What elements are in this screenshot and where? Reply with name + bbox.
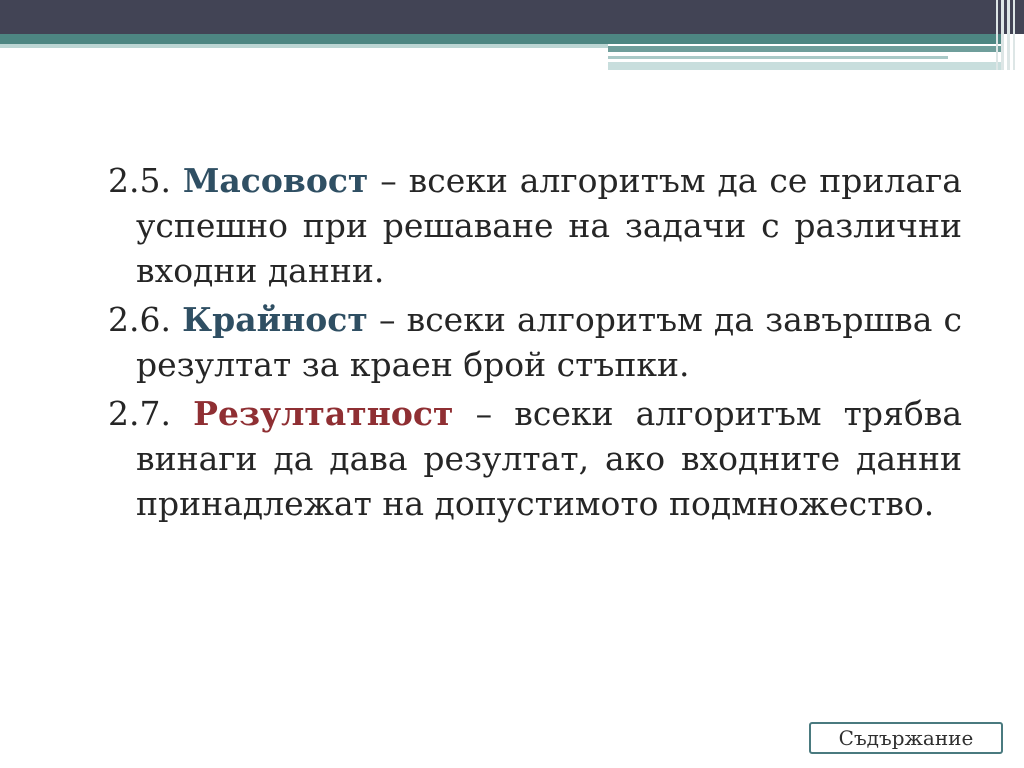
definition-item <box>108 391 962 526</box>
item-text: – всеки алгоритъм да завършва с резултат за краен брой стъпки. <box>136 300 962 384</box>
item-term: Крайност <box>182 300 368 339</box>
definition-item <box>108 158 962 293</box>
header-accent-bar <box>0 34 1004 44</box>
definition-item <box>108 297 962 387</box>
item-text: – всеки алгоритъм трябва винаги да дава резултат, ако входните данни принадлежат на допустимото подмножество. <box>136 394 962 523</box>
definition-list <box>108 158 962 530</box>
item-text: – всеки алгоритъм да се прилага успешно при решаване на задачи с различни входни данни. <box>136 161 962 290</box>
table-of-contents-button[interactable]: Съдържание <box>809 722 1003 754</box>
item-number: 2.7. <box>108 394 171 433</box>
header-vertical-bars <box>996 0 1024 70</box>
item-number: 2.6. <box>108 300 171 339</box>
header-bar <box>0 0 1024 34</box>
header-stripe <box>608 62 1004 70</box>
item-number: 2.5. <box>108 161 171 200</box>
item-term: Резултатност <box>193 394 454 433</box>
header-stripe <box>608 56 948 59</box>
header-light-stripe <box>0 44 608 48</box>
item-term: Масовост <box>182 161 369 200</box>
header-stripe <box>608 46 1004 52</box>
